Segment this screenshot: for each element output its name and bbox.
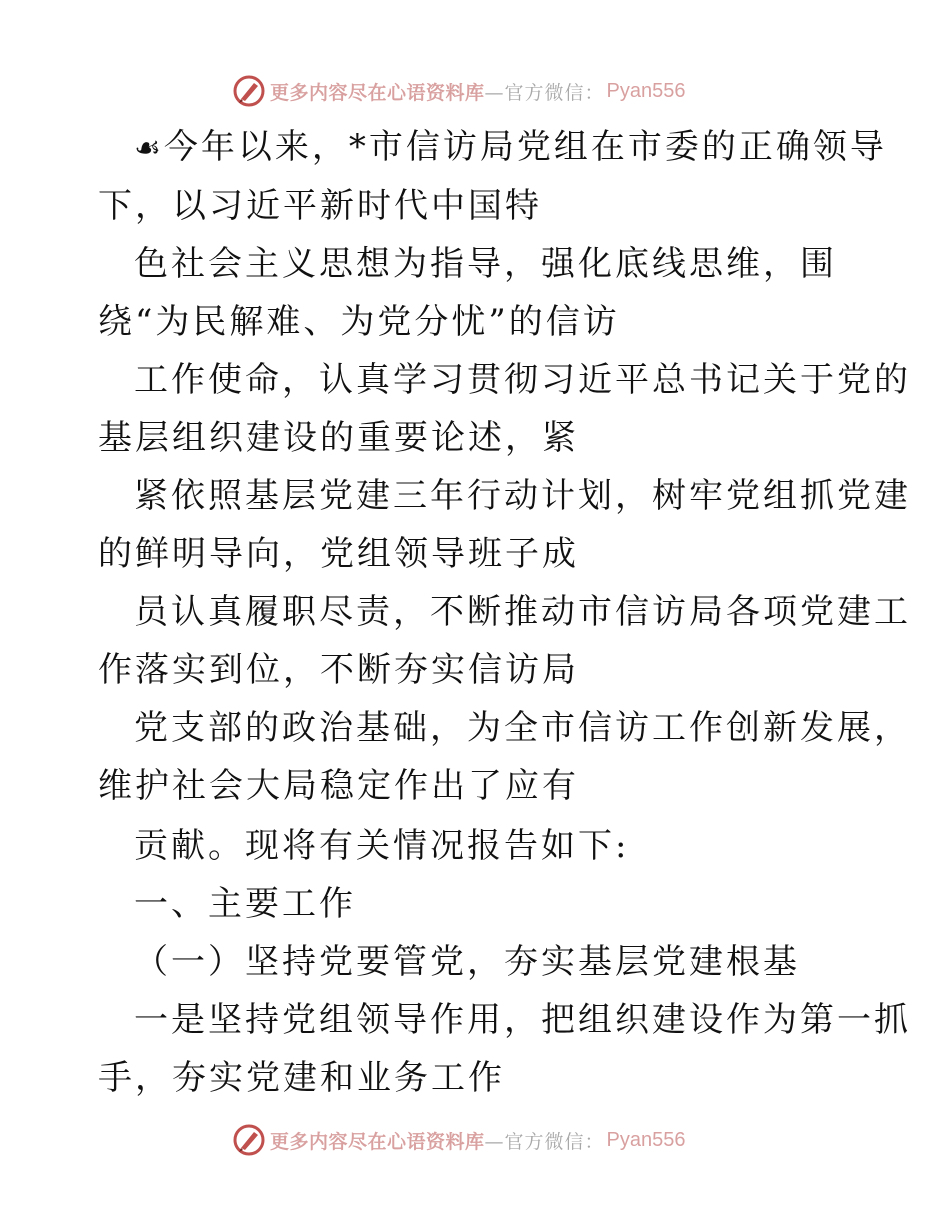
body-line-9: 员认真履职尽责，不断推动市信访局各项党建工 [134, 592, 911, 632]
body-line-17: 手，夯实党建和业务工作 [98, 1058, 505, 1098]
body-line-3: 色社会主义思想为指导，强化底线思维，围 [134, 244, 837, 284]
body-line-12: 维护社会大局稳定作出了应有 [98, 766, 579, 806]
pen-seal-logo-icon [232, 74, 266, 108]
body-line-1 [134, 127, 887, 169]
watermark-official-label: —官方微信： [484, 1130, 605, 1153]
subsection-heading-1: （一）坚持党要管党，夯实基层党建根基 [134, 942, 800, 982]
footer-watermark-banner [232, 1122, 686, 1158]
body-line-2: 下，以习近平新时代中国特 [98, 186, 542, 226]
body-line-4: 绕“为民解难、为党分忧”的信访 [98, 302, 620, 342]
body-line-8: 的鲜明导向，党组领导班子成 [98, 534, 579, 574]
watermark-brand-text: 更多内容尽在心语资料库 [270, 81, 485, 104]
watermark-official-label: —官方微信： [484, 81, 605, 104]
body-line-10: 作落实到位，不断夯实信访局 [98, 650, 579, 690]
body-line-1-text: 今年以来，*市信访局党组在市委的正确领导 [163, 127, 887, 167]
body-line-6: 基层组织建设的重要论述，紧 [98, 418, 579, 458]
header-watermark-banner [232, 73, 686, 109]
body-line-11: 党支部的政治基础，为全市信访工作创新发展， [134, 708, 911, 748]
body-line-16: 一是坚持党组领导作用，把组织建设作为第一抓 [134, 1000, 911, 1040]
section-heading-main-work: 一、主要工作 [134, 884, 356, 924]
body-line-13: 贡献。现将有关情况报告如下: [134, 826, 630, 866]
pen-seal-logo-icon [232, 1123, 266, 1157]
floral-heart-icon: ☙ [134, 131, 164, 166]
watermark-wechat-id: Pyan556 [606, 79, 686, 102]
body-line-5: 工作使命，认真学习贯彻习近平总书记关于党的 [134, 360, 911, 400]
watermark-wechat-id: Pyan556 [606, 1128, 686, 1151]
body-line-7: 紧依照基层党建三年行动计划，树牢党组抓党建 [134, 476, 911, 516]
watermark-brand-text: 更多内容尽在心语资料库 [270, 1130, 485, 1153]
